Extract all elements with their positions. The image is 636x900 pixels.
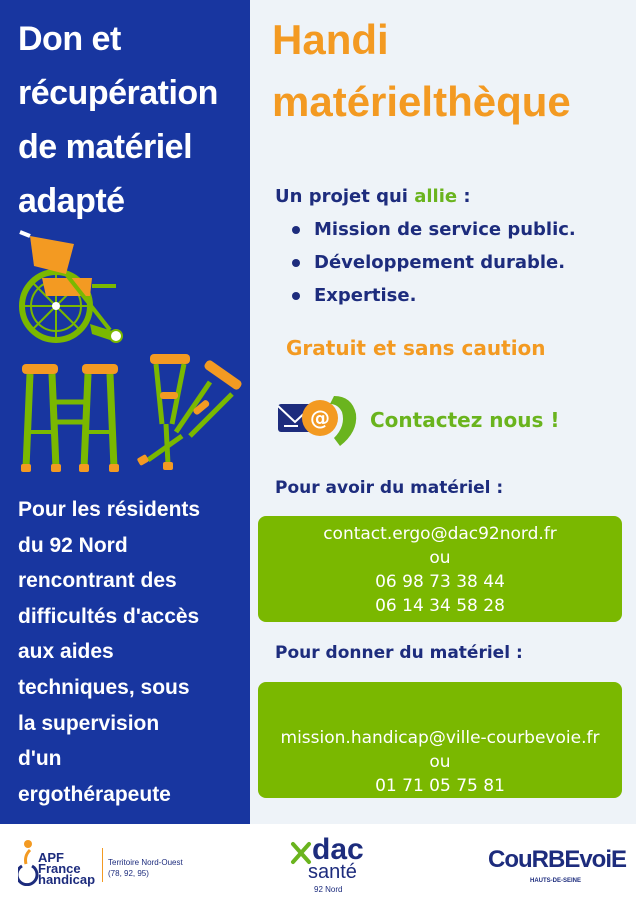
apf-divider bbox=[102, 848, 103, 882]
contact-separator: ou bbox=[429, 752, 451, 772]
contact-phone-link[interactable]: 06 98 73 38 44 bbox=[375, 572, 505, 592]
crutches-icon bbox=[132, 352, 248, 474]
left-body-line: Pour les résidents bbox=[18, 498, 201, 521]
contact-phone-link[interactable]: 06 14 34 58 28 bbox=[375, 596, 505, 616]
give-material-heading: Pour donner du matériel : bbox=[275, 643, 523, 663]
apf-line: France bbox=[38, 861, 81, 876]
contact-email-link[interactable]: contact.ergo@dac92nord.fr bbox=[323, 524, 557, 544]
page-title bbox=[272, 14, 571, 128]
left-title-line: de matériel bbox=[18, 128, 193, 166]
left-body-line: aux aides bbox=[18, 640, 114, 664]
project-colon: : bbox=[457, 186, 471, 207]
apf-line: handicap bbox=[38, 872, 96, 887]
project-item: Mission de service public. bbox=[292, 213, 576, 246]
left-body-line: du 92 Nord bbox=[18, 533, 128, 557]
walker-icon bbox=[18, 360, 128, 476]
get-material-heading: Pour avoir du matériel : bbox=[275, 478, 504, 498]
courbevoie-logo: CouRBEvoiE bbox=[488, 846, 627, 873]
project-item: Développement durable. bbox=[292, 246, 576, 279]
left-panel bbox=[0, 0, 250, 824]
apf-line: APF bbox=[38, 850, 64, 865]
apf-region-line: Territoire Nord-Ouest bbox=[108, 858, 183, 867]
left-body-line: la supervision bbox=[18, 711, 160, 735]
free-of-charge-text: Gratuit et sans caution bbox=[286, 336, 546, 360]
contact-email-link[interactable]: mission.handicap@ville-courbevoie.fr bbox=[280, 728, 600, 748]
contact-phone-link[interactable]: 01 71 05 75 81 bbox=[375, 776, 505, 796]
left-body-line: rencontrant des bbox=[18, 569, 177, 593]
apf-region-line: (78, 92, 95) bbox=[108, 869, 149, 878]
left-body-line: ergothérapeute bbox=[18, 782, 171, 806]
project-accent-word: allie bbox=[414, 186, 458, 207]
dac-logo-text: dac bbox=[312, 833, 364, 866]
courbevoie-subtitle: HAUTS-DE-SEINE bbox=[530, 878, 582, 884]
left-body-line: d'un bbox=[18, 747, 62, 771]
left-title-line: adapté bbox=[18, 182, 125, 220]
left-title-line: Don et bbox=[18, 20, 121, 58]
apf-logo-text bbox=[38, 852, 95, 885]
email-phone-icon bbox=[276, 392, 360, 450]
give-material-contact-box bbox=[258, 682, 622, 798]
apf-region bbox=[108, 857, 183, 879]
left-body-line: techniques, sous bbox=[18, 675, 190, 699]
project-intro bbox=[275, 180, 576, 213]
left-body-text bbox=[18, 492, 246, 812]
right-panel bbox=[250, 0, 636, 824]
left-title-line: récupération bbox=[18, 74, 218, 112]
project-item: Expertise. bbox=[292, 279, 576, 312]
title-line: Handi bbox=[272, 16, 389, 63]
project-section bbox=[275, 180, 576, 312]
left-title bbox=[18, 12, 244, 228]
contact-separator: ou bbox=[429, 548, 451, 568]
title-line: matérielthèque bbox=[272, 78, 571, 125]
svg-text:@: @ bbox=[310, 406, 330, 430]
project-list bbox=[292, 213, 576, 312]
wheelchair-icon bbox=[12, 230, 128, 354]
get-material-contact-box bbox=[258, 516, 622, 622]
project-intro-text: Un projet qui bbox=[275, 186, 408, 207]
contact-us-text: Contactez nous ! bbox=[370, 408, 560, 432]
left-body-line: difficultés d'accès bbox=[18, 604, 200, 628]
dac-logo-subtext: santé bbox=[308, 861, 357, 883]
dac-region: 92 Nord bbox=[314, 885, 343, 894]
